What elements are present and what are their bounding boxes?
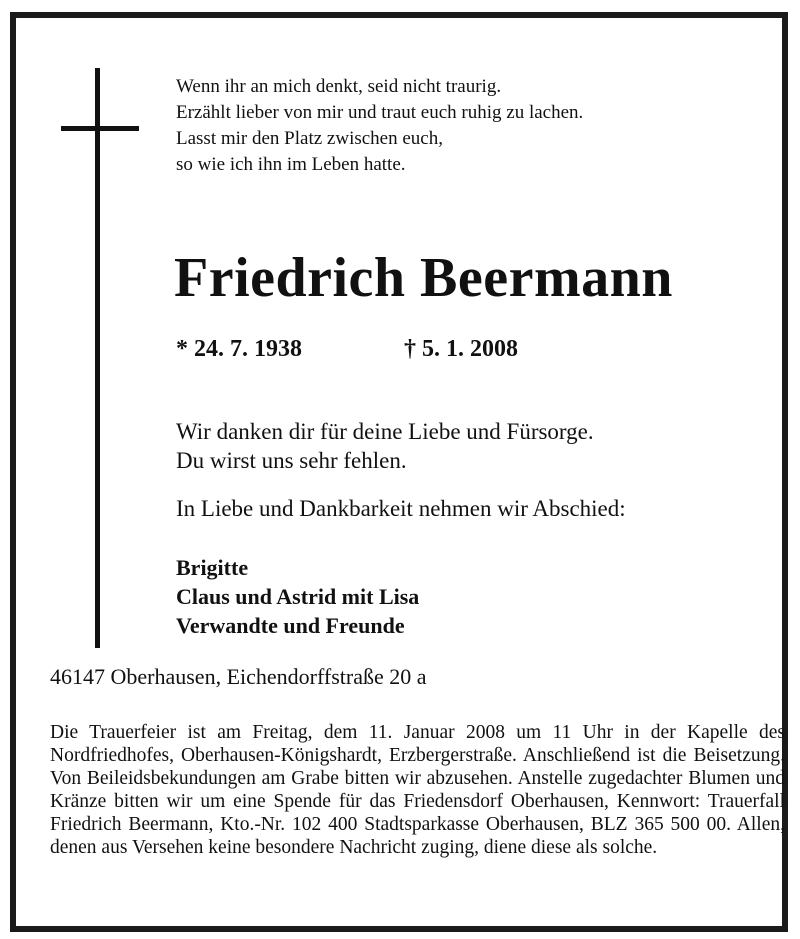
- thanks-text: [176, 417, 594, 475]
- mourner: Brigitte: [176, 555, 249, 580]
- poem: [176, 74, 583, 178]
- mourner: Verwandte und Freunde: [176, 613, 405, 638]
- cross-icon-bar: [61, 126, 139, 131]
- deceased-name: Friedrich Beermann: [174, 247, 673, 309]
- birth-date: * 24. 7. 1938: [176, 336, 302, 362]
- address: 46147 Oberhausen, Eichendorffstraße 20 a: [50, 664, 427, 689]
- mourners-list: [176, 553, 419, 640]
- thanks-line: Du wirst uns sehr fehlen.: [176, 448, 407, 473]
- obituary-frame: [10, 12, 788, 932]
- farewell-text: In Liebe und Dankbarkeit nehmen wir Abschied:: [176, 496, 626, 521]
- thanks-line: Wir danken dir für deine Liebe und Fürsorge.: [176, 419, 594, 444]
- poem-line: Erzählt lieber von mir und traut euch ruhig zu lachen.: [176, 102, 584, 123]
- poem-line: so wie ich ihn im Leben hatte.: [176, 154, 406, 175]
- poem-line: Lasst mir den Platz zwischen euch,: [176, 128, 443, 149]
- poem-line: Wenn ihr an mich denkt, seid nicht traurig.: [176, 76, 502, 97]
- death-date: † 5. 1. 2008: [404, 336, 518, 362]
- mourner: Claus und Astrid mit Lisa: [176, 584, 420, 609]
- cross-icon: [95, 68, 100, 648]
- funeral-details: Die Trauerfeier ist am Freitag, dem 11. Januar 2008 um 11 Uhr in der Kapelle des Nordfriedhofes, Oberhausen-Königshardt, Erzbergerstraße. Anschließend ist die Beisetzung. Von Beileidsbekundungen am Grabe bitten wir abzusehen. Anstelle zugedachter Blumen und Kränze bitten wir um eine Spende für das Friedensdorf Oberhausen, Kennwort: Trauerfall Friedrich Beermann, Kto.-Nr. 102 400 Stadtsparkasse Oberhausen, BLZ 365 500 00. Allen, denen aus Versehen keine besondere Nachricht zuging, diene diese als solche.: [50, 722, 785, 858]
